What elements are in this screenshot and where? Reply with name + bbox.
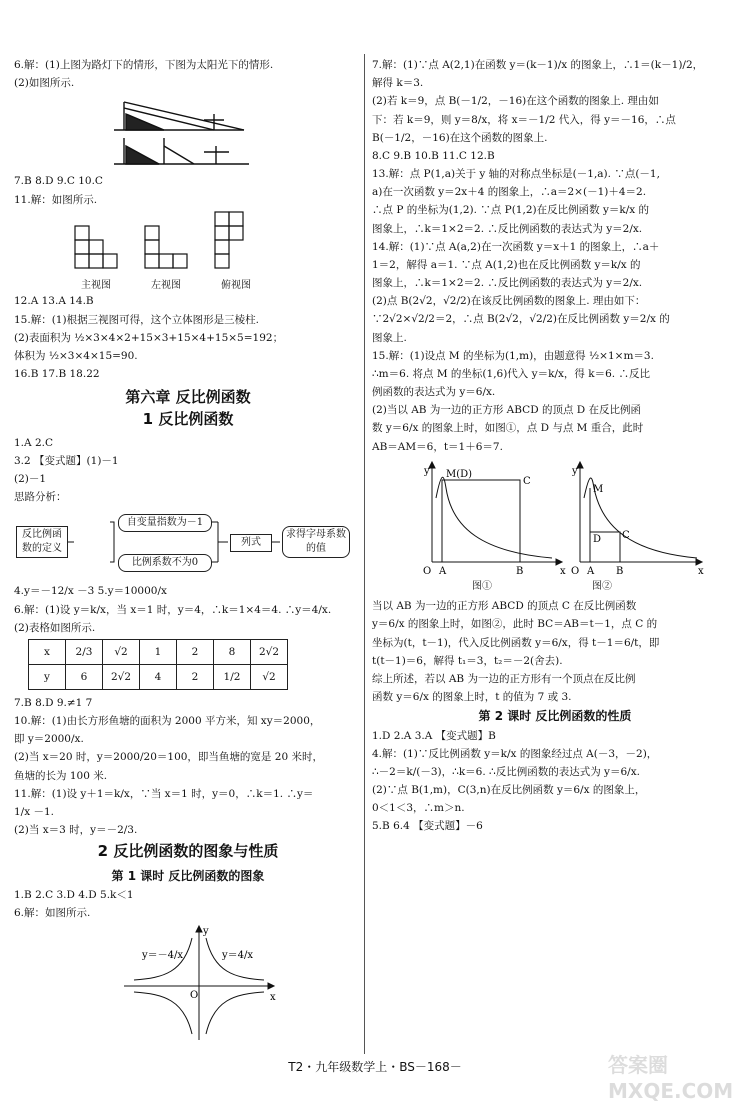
answer-line: 6.解：如图所示. (14, 906, 91, 919)
answer-line: a)在一次函数 y＝2x＋4 的图象上，∴a＝2×(－1)＋4＝2. (372, 186, 647, 199)
fig2-caption: 图② (592, 580, 612, 592)
fig1-label: x (560, 565, 566, 577)
answer-line: 数 y＝6/x 的图象上时，如图①，点 D 与点 M 重合，此时 (372, 422, 644, 435)
fig2-label: B (616, 565, 624, 577)
answer-line: 16.B 17.B 18.22 (14, 368, 100, 381)
graph-x-axis-label: x (270, 992, 276, 1004)
view-caption: 主视图 (81, 279, 111, 291)
answer-line: 6.解：(1)设 y＝k/x，当 x＝1 时，y＝4，∴k＝1×4＝4. ∴y＝4/x. (14, 603, 332, 616)
answer-line: (2)表面积为 ½×3×4×2+15×3+15×4+15×5=192； (14, 331, 284, 344)
answer-line: 4.y＝－12/x －3 5.y＝10000/x (14, 585, 167, 598)
top-view-drawing (214, 211, 258, 273)
table-cell: 2/3 (66, 639, 103, 664)
answer-line: ∴m＝6. 将点 M 的坐标(1,6)代入 y＝k/x，得 k＝6. ∴反比 (372, 367, 650, 380)
answer-line: 体积为 ½×3×4×15=90. (14, 349, 138, 362)
flow-box-coefficient: 比例系数不为0 (118, 554, 212, 572)
answer-line: 当以 AB 为一边的正方形 ABCD 的顶点 C 在反比例函数 (372, 600, 637, 613)
answer-line: 8.C 9.B 10.B 11.C 12.B (372, 149, 495, 162)
answer-line: 15.解：(1)设点 M 的坐标为(1,m)，由题意得 ½×1×m＝3. (372, 349, 654, 362)
answer-line: 11.解：如图所示. (14, 193, 98, 206)
answer-line: 综上所述，若以 AB 为一边的正方形有一个顶点在反比例 (372, 672, 636, 685)
answer-line: (2)当 x＝3 时，y＝－2/3. (14, 824, 138, 837)
side-view (144, 225, 188, 293)
answer-line: (2)－1 (14, 473, 47, 486)
fig2-label: x (698, 565, 704, 577)
table-row (29, 664, 288, 689)
page-footer: T2・九年级数学上・BS－168－ (288, 1060, 462, 1074)
answer-line: (2)∵点 B(1,m)，C(3,n)在反比例函数 y＝6/x 的图象上， (372, 784, 646, 797)
answer-line: (2)如图所示. (14, 77, 75, 90)
table-cell: 2 (177, 664, 214, 689)
flow-diagram (14, 508, 362, 578)
table-cell: x (29, 639, 66, 664)
answer-line: y＝6/x 的图象上时，如图②，此时 BC＝AB＝t－1，点 C 的 (372, 618, 658, 631)
flow-box-definition: 反比例函数的定义 (16, 526, 68, 558)
fig1-label: C (523, 475, 531, 487)
answer-line: 坐标为(t，t－1)，代入反比例函数 y＝6/x，得 t－1＝6/t，即 (372, 636, 660, 649)
answer-line: 14.解：(1)∵点 A(a,2)在一次函数 y＝x＋1 的图象上，∴a＋ (372, 240, 660, 253)
watermark-line2: MXQE.COM (608, 1079, 734, 1103)
graph-y-axis-label: y (203, 926, 209, 938)
table-cell: 8 (214, 639, 251, 664)
table-cell: √2 (103, 639, 140, 664)
answer-line: B(－1/2，－16)在这个函数的图象上. (372, 131, 548, 144)
answer-line: ∵2√2×√2/2＝2，∴点 B(2√2，√2/2)在反比例函数 y＝2/x 的 (372, 313, 670, 326)
side-view-drawing (144, 225, 188, 273)
answer-line: 例函数的表达式为 y＝6/x. (372, 386, 496, 399)
view-caption: 俯视图 (221, 279, 251, 291)
table-cell: y (29, 664, 66, 689)
fig2-label: M (593, 483, 604, 495)
table-cell: 4 (140, 664, 177, 689)
answer-line: 15.解：(1)根据三视图可得，这个立体图形是三棱柱. (14, 313, 259, 326)
answer-line: 图象上，∴k＝1×2＝2. ∴反比例函数的表达式为 y＝2/x. (372, 277, 643, 290)
answer-line: 7.B 8.D 9.≠1 7 (14, 696, 93, 709)
table-cell: 2√2 (251, 639, 288, 664)
fig1-caption: 图① (472, 580, 492, 592)
front-view (74, 225, 118, 293)
answer-line: 13.解：点 P(1,a)关于 y 轴的对称点坐标是(－1,a). ∵点(－1, (372, 168, 660, 181)
fig1-label: y (424, 465, 430, 477)
figure-2-drawing (577, 462, 702, 565)
answer-line: 4.解：(1)∵反比例函数 y＝k/x 的图象经过点 A(－3，－2)， (372, 747, 658, 760)
answer-line: ∴－2＝k/(－3)，∴k＝6. ∴反比例函数的表达式为 y＝6/x. (372, 765, 640, 778)
answer-line: (2)表格如图所示. (14, 621, 96, 634)
table-cell: √2 (251, 664, 288, 689)
table-cell: 2 (177, 639, 214, 664)
graph-fn-right: y＝4/x (222, 950, 254, 962)
answer-line: 12.A 13.A 14.B (14, 295, 94, 308)
answer-line: 5.B 6.4 【变式题】－6 (372, 820, 483, 833)
chapter-title: 第六章 反比例函数 (125, 388, 251, 407)
answer-line: 6.解：(1)上图为路灯下的情形，下图为太阳光下的情形. (14, 59, 274, 71)
fig2-label: D (593, 533, 602, 545)
fig1-label: B (516, 565, 524, 577)
figure-captions (372, 580, 738, 594)
fig1-label: A (439, 565, 447, 577)
answer-line: 7.解：(1)∵点 A(2,1)在函数 y＝(k－1)/x 的图象上，∴1＝(k－1)/2， (372, 59, 704, 71)
answer-line: (2)当以 AB 为一边的正方形 ABCD 的顶点 D 在反比例函 (372, 404, 642, 417)
answer-line: (2)点 B(2√2，√2/2)在该反比例函数的图象上. 理由如下： (372, 295, 646, 308)
table-cell: 1 (140, 639, 177, 664)
graph-fn-left: y＝－4/x (142, 950, 184, 962)
shadow-figure (14, 94, 264, 168)
answer-line: 10.解：(1)由长方形鱼塘的面积为 2000 平方米，知 xy＝2000， (14, 715, 321, 728)
fig2-label: y (572, 465, 578, 477)
answer-line: 鱼塘的长为 100 米. (14, 769, 108, 782)
answer-line: 7.B 8.D 9.C 10.C (14, 175, 103, 188)
answer-line: 1.D 2.A 3.A 【变式题】B (372, 729, 496, 742)
answer-line: t(t－1)＝6，解得 t₁＝3，t₂＝－2(舍去). (372, 654, 563, 667)
top-view (214, 211, 258, 293)
answer-line: 1.A 2.C (14, 436, 53, 449)
answer-line: (2)当 x＝20 时，y＝2000/20＝100，即当鱼塘的宽是 20 米时， (14, 751, 323, 764)
fig2-label: C (622, 529, 630, 541)
right-column (372, 58, 738, 838)
section-title: 1 反比例函数 (142, 410, 234, 429)
section-title: 2 反比例函数的图象与性质 (97, 842, 279, 861)
front-view-drawing (74, 225, 118, 273)
fig1-label: M(D) (446, 468, 473, 480)
value-table (28, 639, 288, 690)
left-column (14, 58, 362, 1048)
fig2-label: O (571, 565, 580, 577)
square-figures (412, 458, 712, 578)
watermark-line1: 答案圈 (608, 1053, 668, 1077)
watermark-logo (604, 1042, 744, 1106)
answer-line: 1.B 2.C 3.D 4.D 5.k＜1 (14, 888, 134, 901)
table-cell: 2√2 (103, 664, 140, 689)
fig2-label: A (587, 565, 595, 577)
fig1-label: O (423, 565, 432, 577)
flow-box-result: 求得字母系数的值 (282, 526, 350, 558)
table-cell: 1/2 (214, 664, 251, 689)
answer-line: ∴点 P 的坐标为(1,2). ∵点 P(1,2)在反比例函数 y＝k/x 的 (372, 204, 650, 217)
three-views (14, 211, 362, 293)
answer-line: 即 y＝2000/x. (14, 733, 84, 746)
answer-line: 3.2 【变式题】(1)－1 (14, 454, 119, 467)
lesson-title: 第 1 课时 反比例函数的图象 (111, 868, 265, 883)
answer-line: (2)若 k＝9，点 B(－1/2，－16)在这个函数的图象上. 理由如 (372, 95, 659, 108)
answer-line: 图象上，∴k＝1×2＝2. ∴反比例函数的表达式为 y＝2/x. (372, 222, 643, 235)
graph-origin-label: O (190, 990, 199, 1002)
answer-line: 解得 k＝3. (372, 77, 424, 90)
flow-box-exponent: 自变量指数为－1 (118, 514, 212, 532)
answer-line: 1/x －1. (14, 805, 54, 818)
answer-line: 1＝2，解得 a＝1. ∵点 A(1,2)也在反比例函数 y＝k/x 的 (372, 258, 641, 271)
table-cell: 6 (66, 664, 103, 689)
answer-line: 思路分析： (14, 491, 67, 504)
flow-box-equation: 列式 (230, 534, 272, 552)
answer-line: 0＜1＜3，∴m＞n. (372, 802, 465, 815)
answer-line: 图象上. (372, 331, 407, 344)
lesson-title: 第 2 课时 反比例函数的性质 (478, 709, 632, 724)
hyperbola-graph (14, 924, 344, 1042)
answer-line: 下：若 k＝9，则 y＝8/x，将 x＝－1/2 代入，得 y＝－16，∴点 (372, 113, 676, 126)
answer-line: AB＝AM＝6，t＝1＋6＝7. (372, 440, 503, 453)
answer-line: 函数 y＝6/x 的图象上时，t 的值为 7 或 3. (372, 691, 572, 704)
table-row (29, 639, 288, 664)
view-caption: 左视图 (151, 279, 181, 291)
column-divider (364, 54, 365, 1054)
answer-line: 11.解：(1)设 y＋1＝k/x，∵当 x＝1 时，y＝0，∴k＝1. ∴y＝ (14, 787, 314, 800)
